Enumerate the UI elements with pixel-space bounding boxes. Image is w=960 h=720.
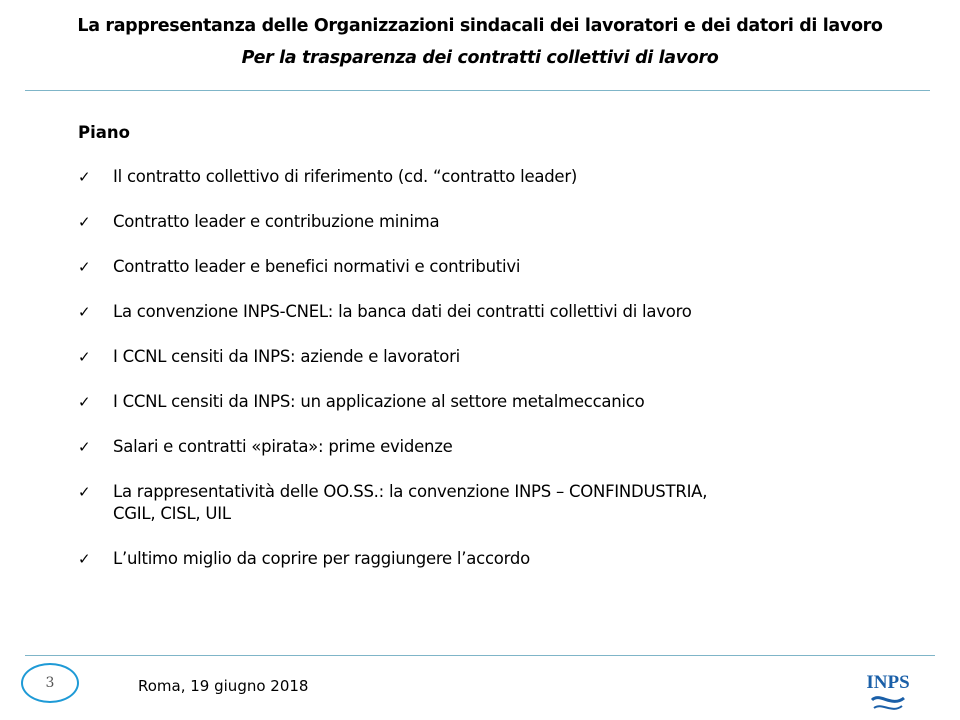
page-number: 3 <box>45 675 55 691</box>
slide-title: La rappresentanza delle Organizzazioni sindacali dei lavoratori e dei datori di lavoro <box>77 16 883 36</box>
list-item-text: I CCNL censiti da INPS: un applicazione al settore metalmeccanico <box>113 392 645 411</box>
check-icon: ✓ <box>78 348 91 366</box>
list-item <box>78 211 918 233</box>
list-item-text: Il contratto collettivo di riferimento (cd. “contratto leader) <box>113 167 578 186</box>
slide-subtitle: Per la trasparenza dei contratti collettivi di lavoro <box>241 48 719 68</box>
header-divider <box>25 90 930 91</box>
list-item <box>78 166 918 188</box>
list-item <box>78 346 918 368</box>
check-icon: ✓ <box>78 438 91 456</box>
logo-text: INPS <box>866 672 910 693</box>
list-item-text: L’ultimo miglio da coprire per raggiungere l’accordo <box>113 549 530 568</box>
list-item <box>78 301 918 323</box>
slide-header <box>0 14 960 70</box>
list-item-text: Contratto leader e contribuzione minima <box>113 212 440 231</box>
list-item-text: Salari e contratti «pirata»: prime evidenze <box>113 437 453 456</box>
logo-wave-icon <box>874 706 902 709</box>
list-item <box>78 481 918 525</box>
list-item-text: I CCNL censiti da INPS: aziende e lavoratori <box>113 347 460 366</box>
check-icon: ✓ <box>78 303 91 321</box>
list-item <box>78 256 918 278</box>
list-item <box>78 436 918 458</box>
list-item-text: La convenzione INPS-CNEL: la banca dati dei contratti collettivi di lavoro <box>113 302 692 321</box>
agenda-list <box>78 166 918 570</box>
inps-logo-icon <box>866 664 910 714</box>
check-icon: ✓ <box>78 168 91 186</box>
check-icon: ✓ <box>78 213 91 231</box>
footer-date: Roma, 19 giugno 2018 <box>138 677 309 695</box>
list-item <box>78 548 918 570</box>
footer-divider <box>25 655 935 656</box>
logo-wave-icon <box>872 698 904 702</box>
list-item-text: Contratto leader e benefici normativi e contributivi <box>113 257 521 276</box>
check-icon: ✓ <box>78 550 91 568</box>
list-item-text: La rappresentatività delle OO.SS.: la convenzione INPS – CONFINDUSTRIA, CGIL, CISL, UIL <box>113 482 708 523</box>
check-icon: ✓ <box>78 393 91 411</box>
list-item <box>78 391 918 413</box>
page-number-badge <box>21 663 79 703</box>
slide-content <box>78 121 918 593</box>
section-title: Piano <box>78 123 130 142</box>
check-icon: ✓ <box>78 483 91 501</box>
check-icon: ✓ <box>78 258 91 276</box>
